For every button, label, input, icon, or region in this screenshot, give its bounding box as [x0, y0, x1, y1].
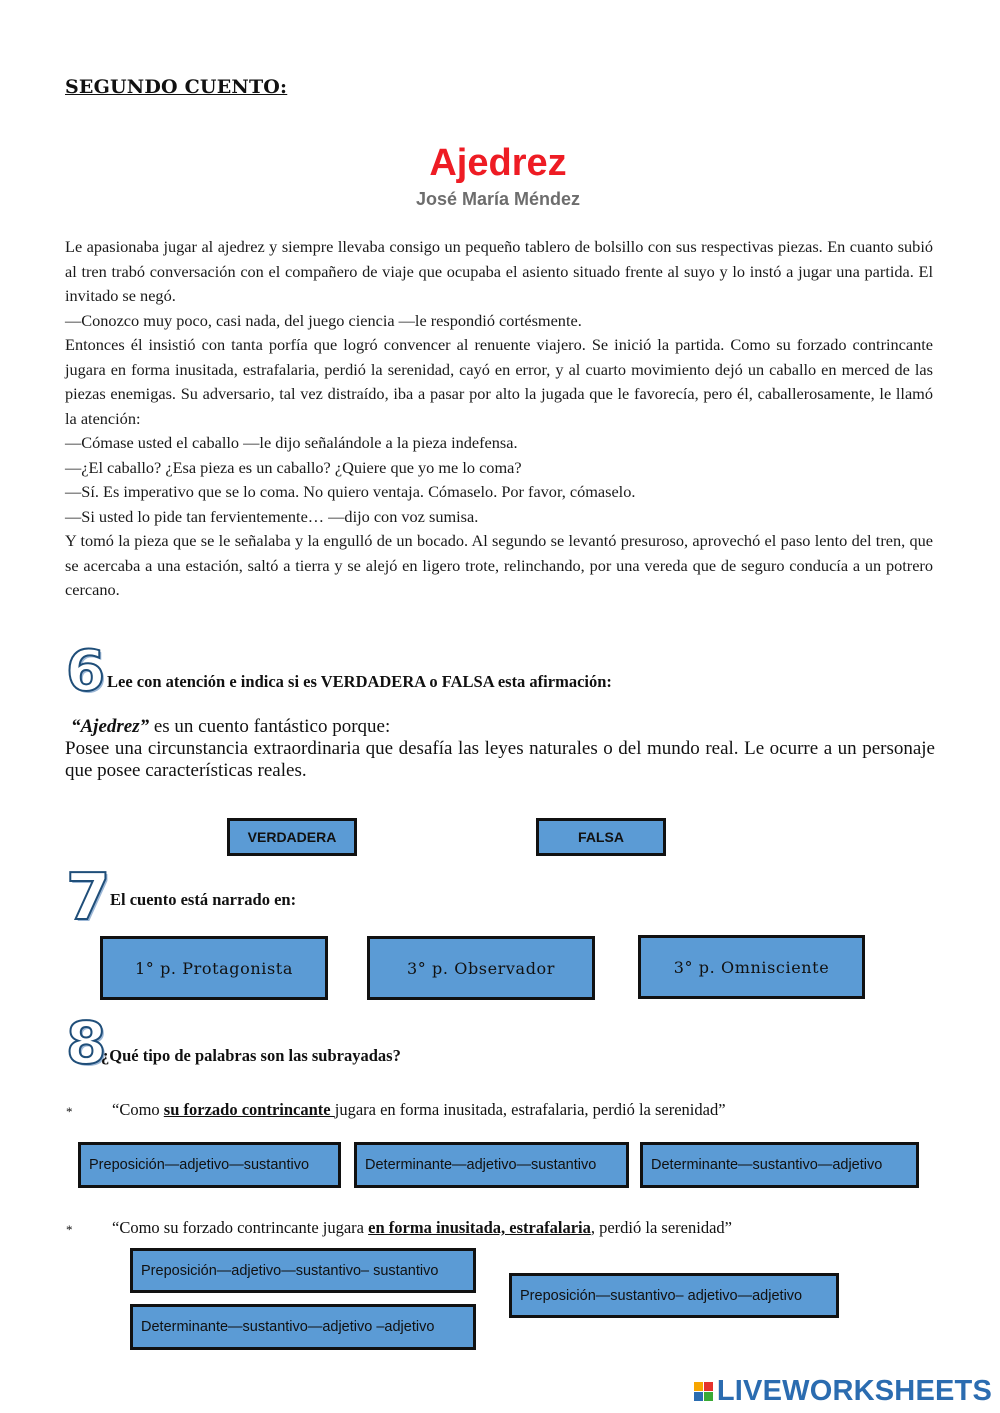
statement-title: “Ajedrez” — [71, 716, 150, 737]
statement-body: Posee una circunstancia extraordinaria que desafía las leyes naturales o del mundo real. Le ocurre a un personaje que posee características reales. — [65, 738, 935, 781]
underlined-words: su forzado contrincante — [163, 1100, 335, 1119]
logo-mark-icon — [694, 1382, 713, 1401]
story-paragraph: —Sí. Es imperativo que se lo coma. No quiero ventaja. Cómaselo. Por favor, cómaselo. — [65, 482, 636, 501]
question-8-number: 8 — [66, 1009, 107, 1077]
question-8-item-2-sentence: “Como su forzado contrincante jugara en forma inusitada, estrafalaria, perdió la serenidad” — [112, 1218, 732, 1237]
story-paragraph: —Si usted lo pide tan fervientemente… —dijo con voz sumisa. — [65, 506, 479, 526]
story-text — [65, 235, 933, 603]
statement-rest: es un cuento fantástico porque: — [149, 716, 391, 737]
option-verdadera-button[interactable]: VERDADERA — [227, 818, 357, 856]
underlined-words: en forma inusitada, estrafalaria — [368, 1218, 591, 1237]
story-paragraph: —Cómase usted el caballo —le dijo señalándole a la pieza indefensa. — [65, 433, 518, 452]
question-7-prompt: El cuento está narrado en: — [110, 890, 297, 909]
option-protagonista-button[interactable]: 1° p. Protagonista — [100, 936, 328, 1000]
question-8-item-1-sentence: “Como su forzado contrincante jugara en forma inusitada, estrafalaria, perdió la serenidad” — [112, 1100, 726, 1119]
bullet-icon: * — [66, 1222, 73, 1237]
item-1-option-determinante-adjetivo-button[interactable]: Determinante—adjetivo—sustantivo — [354, 1142, 629, 1188]
story-author: José María Méndez — [415, 189, 581, 209]
item-1-option-determinante-sustantivo-button[interactable]: Determinante—sustantivo—adjetivo — [640, 1142, 919, 1188]
question-6-number: 6 — [66, 639, 105, 704]
option-falsa-button[interactable]: FALSA — [536, 818, 666, 856]
liveworksheets-logo — [694, 1375, 992, 1408]
question-8-prompt: ¿Qué tipo de palabras son las subrayadas? — [101, 1046, 401, 1065]
story-paragraph: Y tomó la pieza que se le señalaba y la engulló de un bocado. Al segundo se levantó presuroso, aprovechó el paso lento del tren, que se acercaba a una estación, saltó a tierra y se alejó en ligero trote, relinchando, por una vereda que de seguro conducía a un potrero cercano. — [65, 531, 933, 599]
question-7-number: 7 — [66, 861, 111, 935]
option-observador-button[interactable]: 3° p. Observador — [367, 936, 595, 1000]
story-paragraph: Entonces él insistió con tanta porfía que logró convencer al renuente viajero. Se inició la partida. Como su forzado contrincante jugara en forma inusitada, estrafalaria, perdió la serenidad, cayó en error, y al cuarto movimiento dejó un caballo en merced de las piezas enemigas. Su adversario, tal vez distraído, iba a pasar por alto la jugada que le favorecía, pero él, caballerosamente, le llamó la atención: — [65, 335, 933, 428]
logo-text: LIVEWORKSHEETS — [716, 1375, 992, 1407]
item-1-option-preposicion-button[interactable]: Preposición—adjetivo—sustantivo — [78, 1142, 341, 1188]
item-2-option-preposicion-adjetivo-button[interactable]: Preposición—adjetivo—sustantivo– sustantivo — [130, 1248, 476, 1293]
section-heading: SEGUNDO CUENTO: — [65, 76, 288, 98]
story-paragraph: Le apasionaba jugar al ajedrez y siempre llevaba consigo un pequeño tablero de bolsillo con sus respectivas piezas. En cuanto subió al tren trabó conversación con el compañero de viaje que ocupaba el asiento situado frente al suyo y lo instó a jugar una partida. El invitado se negó. — [65, 237, 933, 305]
story-paragraph: —Conozco muy poco, casi nada, del juego ciencia —le respondió cortésmente. — [65, 310, 582, 330]
item-2-option-determinante-button[interactable]: Determinante—sustantivo—adjetivo –adjetivo — [130, 1304, 476, 1350]
question-6-prompt: Lee con atención e indica si es VERDADERA o FALSA esta afirmación: — [107, 672, 612, 691]
story-paragraph: —¿El caballo? ¿Esa pieza es un caballo? ¿Quiere que yo me lo coma? — [65, 457, 522, 477]
option-omnisciente-button[interactable]: 3° p. Omnisciente — [638, 935, 865, 999]
question-6-statement — [65, 716, 935, 782]
bullet-icon: * — [66, 1104, 73, 1119]
story-title: Ajedrez — [429, 142, 567, 184]
item-2-option-preposicion-sustantivo-button[interactable]: Preposición—sustantivo– adjetivo—adjetivo — [509, 1273, 839, 1318]
